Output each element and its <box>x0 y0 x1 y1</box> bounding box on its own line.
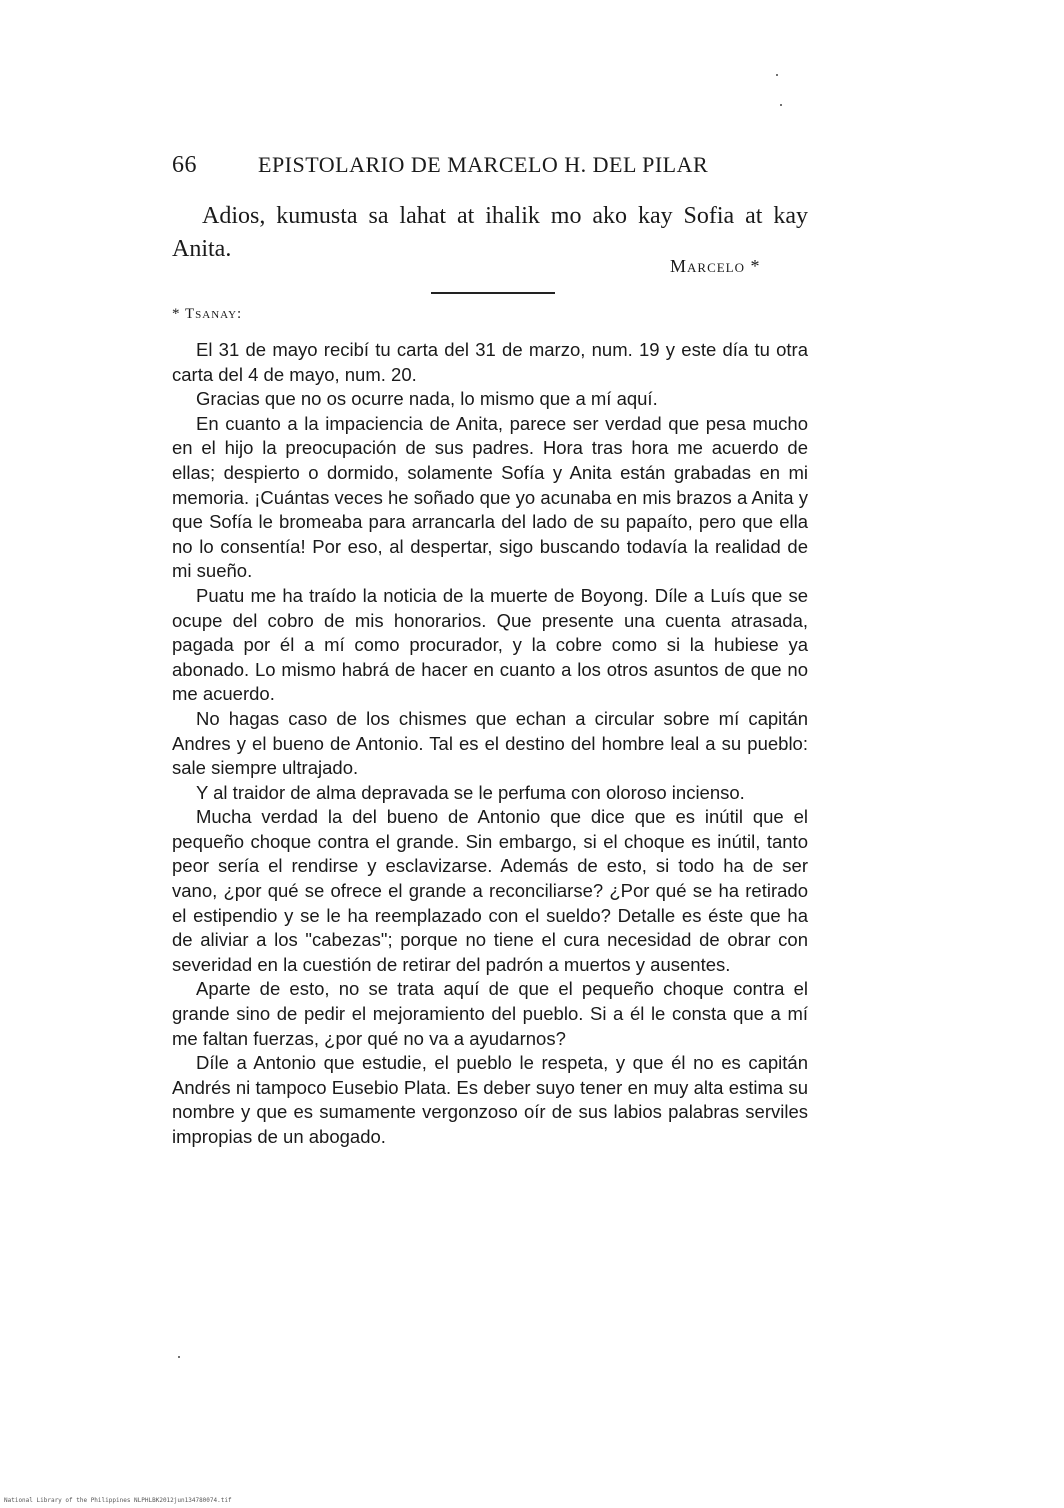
footnote-label: * Tsanay: <box>172 306 243 322</box>
footnote-paragraph: Gracias que no os ocurre nada, lo mismo que a mí aquí. <box>196 388 658 410</box>
scan-footer-stamp: National Library of the Philippines NLPHLBK2012jun134780074.tif <box>4 1497 232 1504</box>
running-head: EPISTOLARIO DE MARCELO H. DEL PILAR <box>258 152 709 177</box>
signature: Marcelo * <box>670 256 761 276</box>
scan-speck <box>780 104 782 106</box>
footnote-paragraph: El 31 de mayo recibí tu carta del 31 de marzo, num. 19 y este día tu otra carta del 4 de mayo, num. 20. <box>172 339 808 385</box>
footnote-paragraph: Díle a Antonio que estudie, el pueblo le respeta, y que él no es capitán Andrés ni tampoco Eusebio Plata. Es deber suyo tener en muy alta estima su nombre y que es sumamente vergonzoso oír de sus labios palabras serviles impropias de un abogado. <box>172 1052 808 1147</box>
scan-speck <box>178 1356 180 1358</box>
closing-text: Adios, kumusta sa lahat at ihalik mo ako kay Sofia at kay Anita. <box>172 203 808 262</box>
section-divider <box>431 292 555 294</box>
footnote-paragraph: Mucha verdad la del bueno de Antonio que dice que es inútil que el pequeño choque contra el grande. Sin embargo, si el choque es inútil, tanto peor sería el rendirse y esclavizarse. Además de esto, si todo ha de ser vano, ¿por qué se ofrece el grande a reconciliarse? ¿Por qué se ha retirado el estipendio y se le ha reemplazado con el sueldo? Detalle es éste que ha de aliviar a los "cabezas"; porque no tiene el cura necesidad de obrar con severidad en la cuestión de retirar del padrón a muertos y ausentes. <box>172 806 808 975</box>
footnote-paragraph: Puatu me ha traído la noticia de la muerte de Boyong. Díle a Luís que se ocupe del cobro de mis honorarios. Que presente una cuenta atrasada, pagada por él a mí como procurador, y la cobre como si la hubiese ya abonado. Lo mismo habrá de hacer en cuanto a los otros asuntos de que no me acuerdo. <box>172 584 808 705</box>
page-header <box>172 152 812 188</box>
footnote-paragraph: En cuanto a la impaciencia de Anita, parece ser verdad que pesa mucho en el hijo la preocupación de sus padres. Hora tras hora me acuerdo de ellas; despierto o dormido, solamente Sofía y Anita están grabadas en mi memoria. ¡Cuántas veces he soñado que yo acunaba en mis brazos a Anita y que Sofía le bromeaba para arrancarla del lado de su papaíto, pero que ella no lo consentía! Por eso, al despertar, sigo buscando todavía la realidad de mi sueño. <box>172 412 808 582</box>
scan-speck <box>776 74 778 76</box>
page-number: 66 <box>172 152 197 178</box>
footnote-body <box>172 338 808 1150</box>
footnote-paragraph: No hagas caso de los chismes que echan a circular sobre mí capitán Andres y el bueno de Antonio. Tal es el destino del hombre leal a su pueblo: sale siempre ultrajado. <box>172 707 808 779</box>
footnote-paragraph: Aparte de esto, no se trata aquí de que el pequeño choque contra el grande sino de pedir el mejoramiento del pueblo. Si a él le consta que a mí me faltan fuerzas, ¿por qué no va a ayudarnos? <box>172 978 808 1049</box>
footnote-paragraph: Y al traidor de alma depravada se le perfuma con oloroso incienso. <box>196 781 745 803</box>
